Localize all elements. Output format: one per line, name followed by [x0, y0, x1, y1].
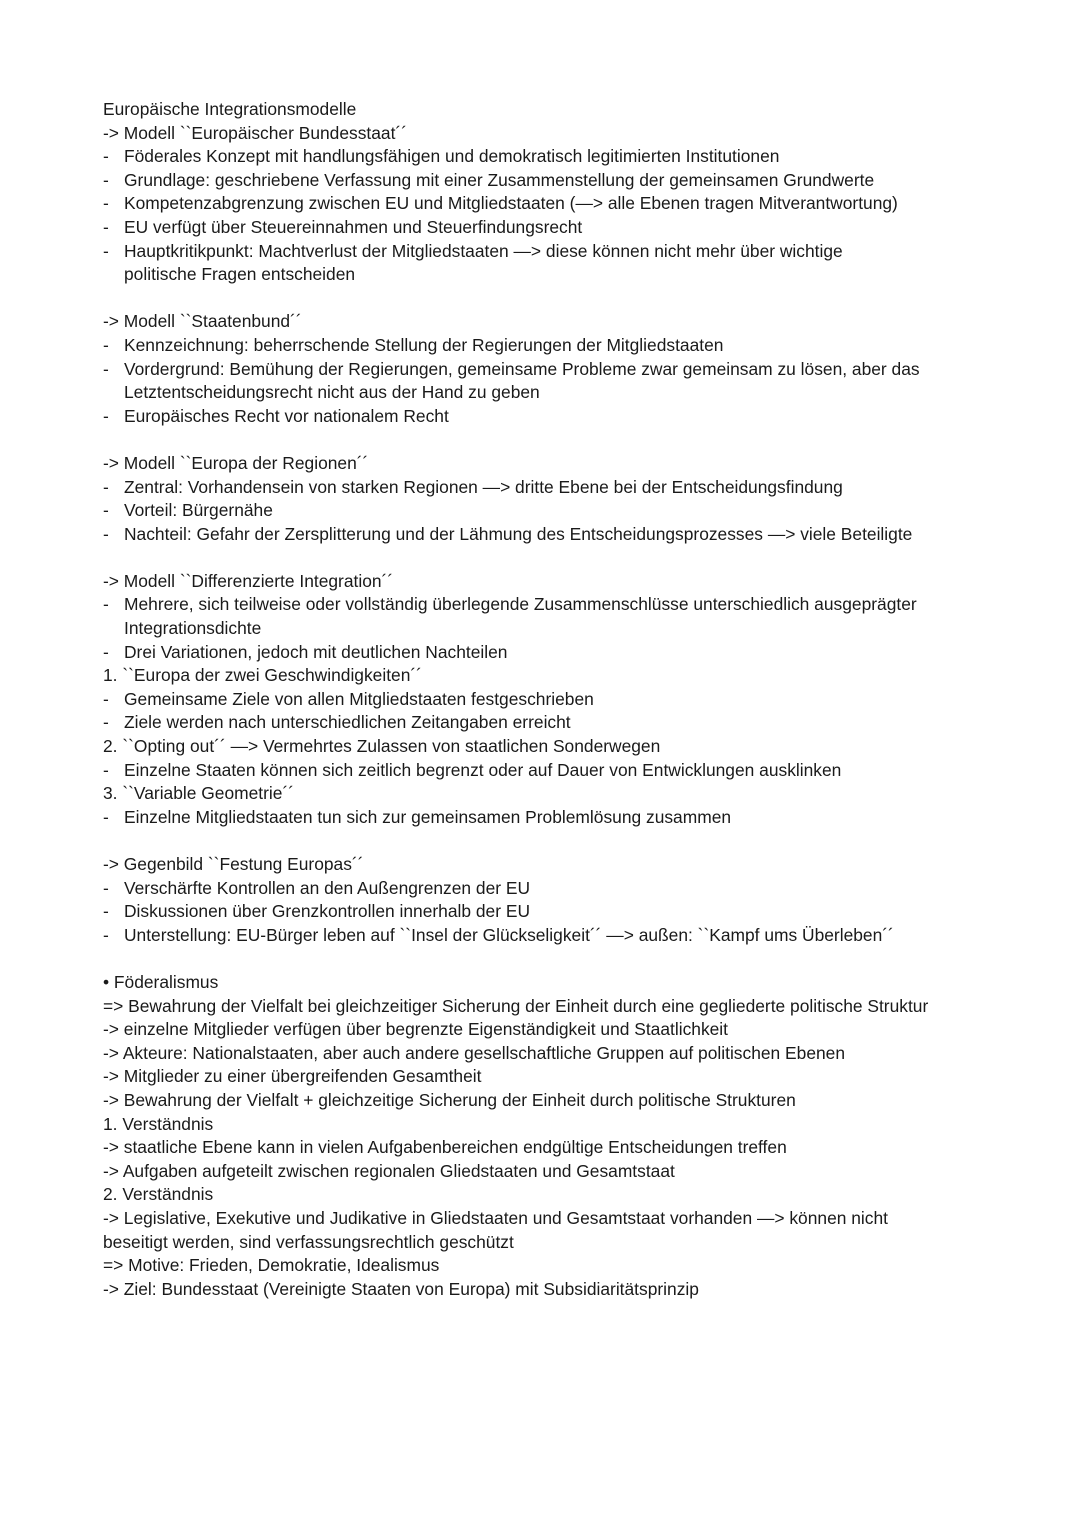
- list-item: - Verschärfte Kontrollen an den Außengrenzen der EU: [103, 877, 1063, 901]
- section-heading-festung: -> Gegenbild ``Festung Europas´´: [103, 854, 364, 874]
- spacer: [103, 947, 1063, 971]
- list-item: - Gemeinsame Ziele von allen Mitgliedstaaten festgeschrieben: [103, 688, 1063, 712]
- bullet-dash: -: [103, 806, 109, 827]
- list-item: - Diskussionen über Grenzkontrollen innerhalb der EU: [103, 900, 1063, 924]
- document-body: [103, 98, 1063, 1301]
- bullet-dash: -: [103, 169, 109, 190]
- list-item: - Mehrere, sich teilweise oder vollständig überlegende Zusammenschlüsse unterschiedlich ausgeprägter Integrationsdichte: [103, 594, 917, 639]
- bullet-dash: -: [103, 877, 109, 898]
- list-item: - Nachteil: Gefahr der Zersplitterung und der Lähmung des Entscheidungsprozesses —> viele Beteiligte: [103, 523, 1063, 547]
- bullet-dash: -: [103, 216, 109, 237]
- spacer: [103, 287, 1063, 311]
- list-item: - Kennzeichnung: beherrschende Stellung der Regierungen der Mitgliedstaaten: [103, 334, 1063, 358]
- text-line: -> staatliche Ebene kann in vielen Aufgabenbereichen endgültige Entscheidungen treffen: [103, 1137, 787, 1158]
- list-item: - Zentral: Vorhandensein von starken Regionen —> dritte Ebene bei der Entscheidungsfindung: [103, 476, 1063, 500]
- bullet-dash: -: [103, 688, 109, 709]
- list-item: - Vorteil: Bürgernähe: [103, 499, 1063, 523]
- section-heading-bundesstaat: -> Modell ``Europäischer Bundesstaat´´: [103, 122, 407, 143]
- numbered-item: 2. ``Opting out´´ —> Vermehrtes Zulassen von staatlichen Sonderwegen: [103, 736, 661, 757]
- spacer: [103, 546, 1063, 570]
- bullet-dash: -: [103, 146, 109, 167]
- bullet-dash: -: [103, 924, 109, 945]
- text-line: -> Bewahrung der Vielfalt + gleichzeitige Sicherung der Einheit durch politische Strukturen: [103, 1089, 796, 1110]
- list-item: - Unterstellung: EU-Bürger leben auf ``Insel der Glückseligkeit´´ —> außen: ``Kampf ums Überleben´´: [103, 924, 1063, 948]
- list-item: - Grundlage: geschriebene Verfassung mit einer Zusammenstellung der gemeinsamen Grundwerte: [103, 169, 1063, 193]
- bullet-dash: -: [103, 405, 109, 426]
- numbered-item: 1. ``Europa der zwei Geschwindigkeiten´´: [103, 665, 422, 686]
- bullet-dash: -: [103, 759, 109, 780]
- spacer: [103, 428, 1063, 452]
- text-line: => Bewahrung der Vielfalt bei gleichzeitiger Sicherung der Einheit durch eine gegliederte politische Struktur: [103, 995, 929, 1016]
- text-line: -> Ziel: Bundesstaat (Vereinigte Staaten von Europa) mit Subsidiaritätsprinzip: [103, 1278, 699, 1299]
- bullet-dash: -: [103, 193, 109, 214]
- list-item: - Einzelne Mitgliedstaaten tun sich zur gemeinsamen Problemlösung zusammen: [103, 806, 1063, 830]
- bullet-dash: -: [103, 358, 109, 379]
- bullet-dash: -: [103, 594, 109, 615]
- document-title: Europäische Integrationsmodelle: [103, 99, 357, 119]
- list-item: - Hauptkritikpunkt: Machtverlust der Mitgliedstaaten —> diese können nicht mehr über wichtige politische Fragen entscheiden: [103, 240, 843, 285]
- list-item: - Föderales Konzept mit handlungsfähigen und demokratisch legitimierten Institutionen: [103, 145, 1063, 169]
- text-line: -> Akteure: Nationalstaaten, aber auch andere gesellschaftliche Gruppen auf politischen Ebenen: [103, 1042, 846, 1063]
- text-line: -> einzelne Mitglieder verfügen über begrenzte Eigenständigkeit und Staatlichkeit: [103, 1019, 729, 1040]
- list-item: - Drei Variationen, jedoch mit deutlichen Nachteilen: [103, 641, 1063, 665]
- bullet-dash: -: [103, 476, 109, 497]
- list-item: - Einzelne Staaten können sich zeitlich begrenzt oder auf Dauer von Entwicklungen ausklinken: [103, 759, 1063, 783]
- bullet-dash: -: [103, 901, 109, 922]
- list-item: - Kompetenzabgrenzung zwischen EU und Mitgliedstaaten (—> alle Ebenen tragen Mitverantwortung): [103, 192, 1063, 216]
- section-heading-foederalismus: • Föderalismus: [103, 971, 219, 992]
- text-line: beseitigt werden, sind verfassungsrechtlich geschützt: [103, 1231, 514, 1252]
- list-item: - EU verfügt über Steuereinnahmen und Steuerfindungsrecht: [103, 216, 1063, 240]
- numbered-item: 3. ``Variable Geometrie´´: [103, 783, 295, 804]
- bullet-dash: -: [103, 240, 109, 261]
- bullet-dash: -: [103, 712, 109, 733]
- list-item: - Vordergrund: Bemühung der Regierungen, gemeinsame Probleme zwar gemeinsam zu lösen, aber das Letztentscheidungsrecht nicht aus der Hand zu geben: [103, 358, 920, 403]
- list-item: - Ziele werden nach unterschiedlichen Zeitangaben erreicht: [103, 711, 1063, 735]
- text-line: 2. Verständnis: [103, 1184, 214, 1205]
- list-item: - Europäisches Recht vor nationalem Recht: [103, 405, 1063, 429]
- text-line: -> Aufgaben aufgeteilt zwischen regionalen Gliedstaaten und Gesamtstaat: [103, 1160, 675, 1181]
- text-line: => Motive: Frieden, Demokratie, Idealismus: [103, 1255, 440, 1276]
- text-line: 1. Verständnis: [103, 1113, 214, 1134]
- section-heading-regionen: -> Modell ``Europa der Regionen´´: [103, 452, 369, 473]
- section-heading-staatenbund: -> Modell ``Staatenbund´´: [103, 311, 302, 332]
- bullet-dash: -: [103, 500, 109, 521]
- bullet-dash: -: [103, 641, 109, 662]
- spacer: [103, 829, 1063, 853]
- text-line: -> Legislative, Exekutive und Judikative in Gliedstaaten und Gesamtstaat vorhanden —> können nicht: [103, 1207, 888, 1228]
- bullet-dash: -: [103, 523, 109, 544]
- section-heading-differenziert: -> Modell ``Differenzierte Integration´´: [103, 570, 394, 591]
- bullet-dash: -: [103, 334, 109, 355]
- text-line: -> Mitglieder zu einer übergreifenden Gesamtheit: [103, 1066, 482, 1087]
